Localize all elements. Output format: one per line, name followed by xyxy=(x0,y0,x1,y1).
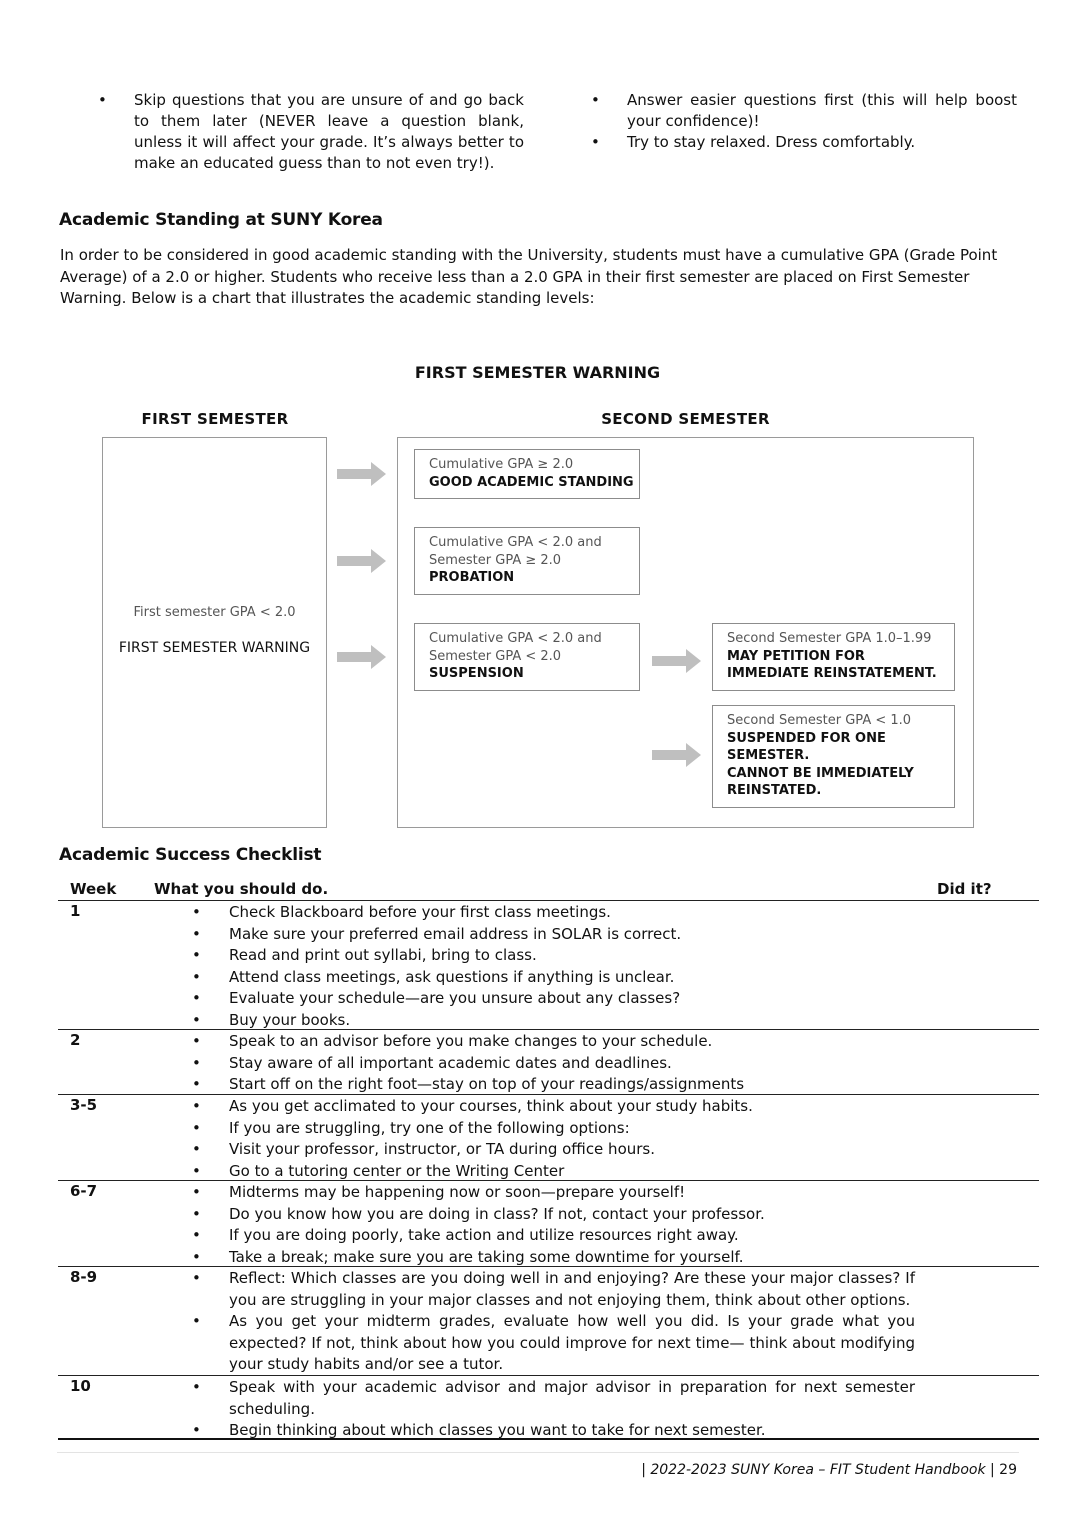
column-header-todo: What you should do. xyxy=(154,880,329,898)
week-number: 3-5 xyxy=(70,1096,98,1114)
footer-title: 2022-2023 SUNY Korea – FIT Student Handbook xyxy=(650,1462,986,1478)
left-bullet-column xyxy=(94,90,524,174)
second-semester-label: SECOND SEMESTER xyxy=(601,410,770,428)
bullet-item: • Answer easier questions first (this will help boost your confidence)! xyxy=(587,90,1017,132)
right-bullet-column xyxy=(587,90,1017,153)
task-item: • Visit your professor, instructor, or TA during office hours. xyxy=(190,1139,915,1161)
arrow-right-icon xyxy=(652,648,702,674)
task-item: • Do you know how you are doing in class? If not, contact your professor. xyxy=(190,1204,915,1226)
task-item: • Go to a tutoring center or the Writing Center xyxy=(190,1161,915,1183)
week-task-list xyxy=(190,902,915,1031)
outcome-condition: Cumulative GPA < 2.0 and Semester GPA < 2.0 xyxy=(429,631,602,664)
arrow-right-icon xyxy=(652,742,702,768)
table-row-rule xyxy=(58,1094,1039,1095)
first-box-result: FIRST SEMESTER WARNING xyxy=(118,640,311,656)
week-task-list xyxy=(190,1268,915,1376)
standing-paragraph: In order to be considered in good academic standing with the University, students must have a cumulative GPA (Grade Point Average) of a 2.0 or higher. Students who receive less than a 2.0 GPA in their first semester are placed on First Semester Warning. Below is a chart that illustrates the academic standing levels: xyxy=(60,246,998,307)
outcome-result: PROBATION xyxy=(429,570,515,585)
task-item: • Midterms may be happening now or soon—prepare yourself! xyxy=(190,1182,915,1204)
task-item: • Speak to an advisor before you make changes to your schedule. xyxy=(190,1031,915,1053)
column-header-did-it: Did it? xyxy=(937,880,992,898)
outcome-condition: Second Semester GPA < 1.0 xyxy=(727,713,912,728)
outcome-box-suspension xyxy=(414,623,640,691)
checklist-heading: Academic Success Checklist xyxy=(59,845,322,865)
bullet-item: • Skip questions that you are unsure of and go back to them later (NEVER leave a question blank, unless it will affect your grade. It’s always better to make an educated guess than to not even try!). xyxy=(94,90,524,174)
arrow-right-icon xyxy=(337,644,387,670)
week-number: 6-7 xyxy=(70,1182,98,1200)
outcome-result: SUSPENDED FOR ONE SEMESTER. CANNOT BE IMMEDIATELY REINSTATED. xyxy=(727,730,914,798)
footer-separator: | xyxy=(641,1462,646,1478)
task-item: • Speak with your academic advisor and major advisor in preparation for next semester scheduling. xyxy=(190,1377,915,1420)
table-row-rule xyxy=(58,1375,1039,1376)
week-task-list xyxy=(190,1182,915,1268)
task-item: • Buy your books. xyxy=(190,1010,915,1032)
task-item: • Read and print out syllabi, bring to class. xyxy=(190,945,915,967)
task-item: • Evaluate your schedule—are you unsure about any classes? xyxy=(190,988,915,1010)
week-task-list xyxy=(190,1031,915,1096)
table-bottom-rule xyxy=(58,1438,1039,1440)
outcome-box-suspended xyxy=(712,705,955,808)
task-item: • Check Blackboard before your first class meetings. xyxy=(190,902,915,924)
task-item: • As you get your midterm grades, evaluate how well you did. Is your grade what you expected? If not, think about how you could improve for next time— think about modifying your study habits and/or see a tutor. xyxy=(190,1311,915,1376)
outcome-result: GOOD ACADEMIC STANDING xyxy=(429,474,634,490)
outcome-box-good-standing xyxy=(414,449,640,499)
arrow-right-icon xyxy=(337,548,387,574)
bullet-item: • Try to stay relaxed. Dress comfortably. xyxy=(587,132,1017,153)
first-semester-label: FIRST SEMESTER xyxy=(141,410,289,428)
table-row-rule xyxy=(58,1029,1039,1030)
task-item: • Attend class meetings, ask questions if anything is unclear. xyxy=(190,967,915,989)
week-number: 2 xyxy=(70,1031,81,1049)
task-item: • Reflect: Which classes are you doing well in and enjoying? Are these your major classes? If you are struggling in your major classes and not enjoying them, think about other options. xyxy=(190,1268,915,1311)
outcome-box-probation xyxy=(414,527,640,595)
table-row-rule xyxy=(58,1266,1039,1267)
outcome-result: SUSPENSION xyxy=(429,666,524,681)
footer-divider xyxy=(57,1452,1019,1453)
outcome-result: MAY PETITION FOR IMMEDIATE REINSTATEMENT. xyxy=(727,648,937,681)
page-number: | 29 xyxy=(990,1462,1017,1478)
table-row-rule xyxy=(58,1180,1039,1181)
first-semester-frame xyxy=(102,437,327,828)
task-item: • As you get acclimated to your courses, think about your study habits. xyxy=(190,1096,915,1118)
arrow-right-icon xyxy=(337,461,387,487)
page-footer xyxy=(641,1462,1017,1478)
week-number: 8-9 xyxy=(70,1268,98,1286)
task-item: • Start off on the right foot—stay on top of your readings/assignments xyxy=(190,1074,915,1096)
week-task-list xyxy=(190,1377,915,1442)
diagram-title: FIRST SEMESTER WARNING xyxy=(414,363,661,382)
outcome-condition: Cumulative GPA ≥ 2.0 xyxy=(429,457,574,472)
week-number: 10 xyxy=(70,1377,91,1395)
task-item: • Make sure your preferred email address in SOLAR is correct. xyxy=(190,924,915,946)
week-task-list xyxy=(190,1096,915,1182)
task-item: • Stay aware of all important academic dates and deadlines. xyxy=(190,1053,915,1075)
outcome-condition: Cumulative GPA < 2.0 and Semester GPA ≥ 2.0 xyxy=(429,535,602,568)
outcome-condition: Second Semester GPA 1.0–1.99 xyxy=(727,631,932,646)
outcome-box-petition xyxy=(712,623,955,691)
column-header-week: Week xyxy=(70,880,117,898)
first-box-condition: First semester GPA < 2.0 xyxy=(133,605,296,620)
week-number: 1 xyxy=(70,902,81,920)
task-item: • Begin thinking about which classes you want to take for next semester. xyxy=(190,1420,915,1442)
table-header-rule xyxy=(58,900,1039,901)
standing-heading: Academic Standing at SUNY Korea xyxy=(59,210,383,230)
task-item: • If you are doing poorly, take action and utilize resources right away. xyxy=(190,1225,915,1247)
task-item: • Take a break; make sure you are taking some downtime for yourself. xyxy=(190,1247,915,1269)
task-item: • If you are struggling, try one of the following options: xyxy=(190,1118,915,1140)
